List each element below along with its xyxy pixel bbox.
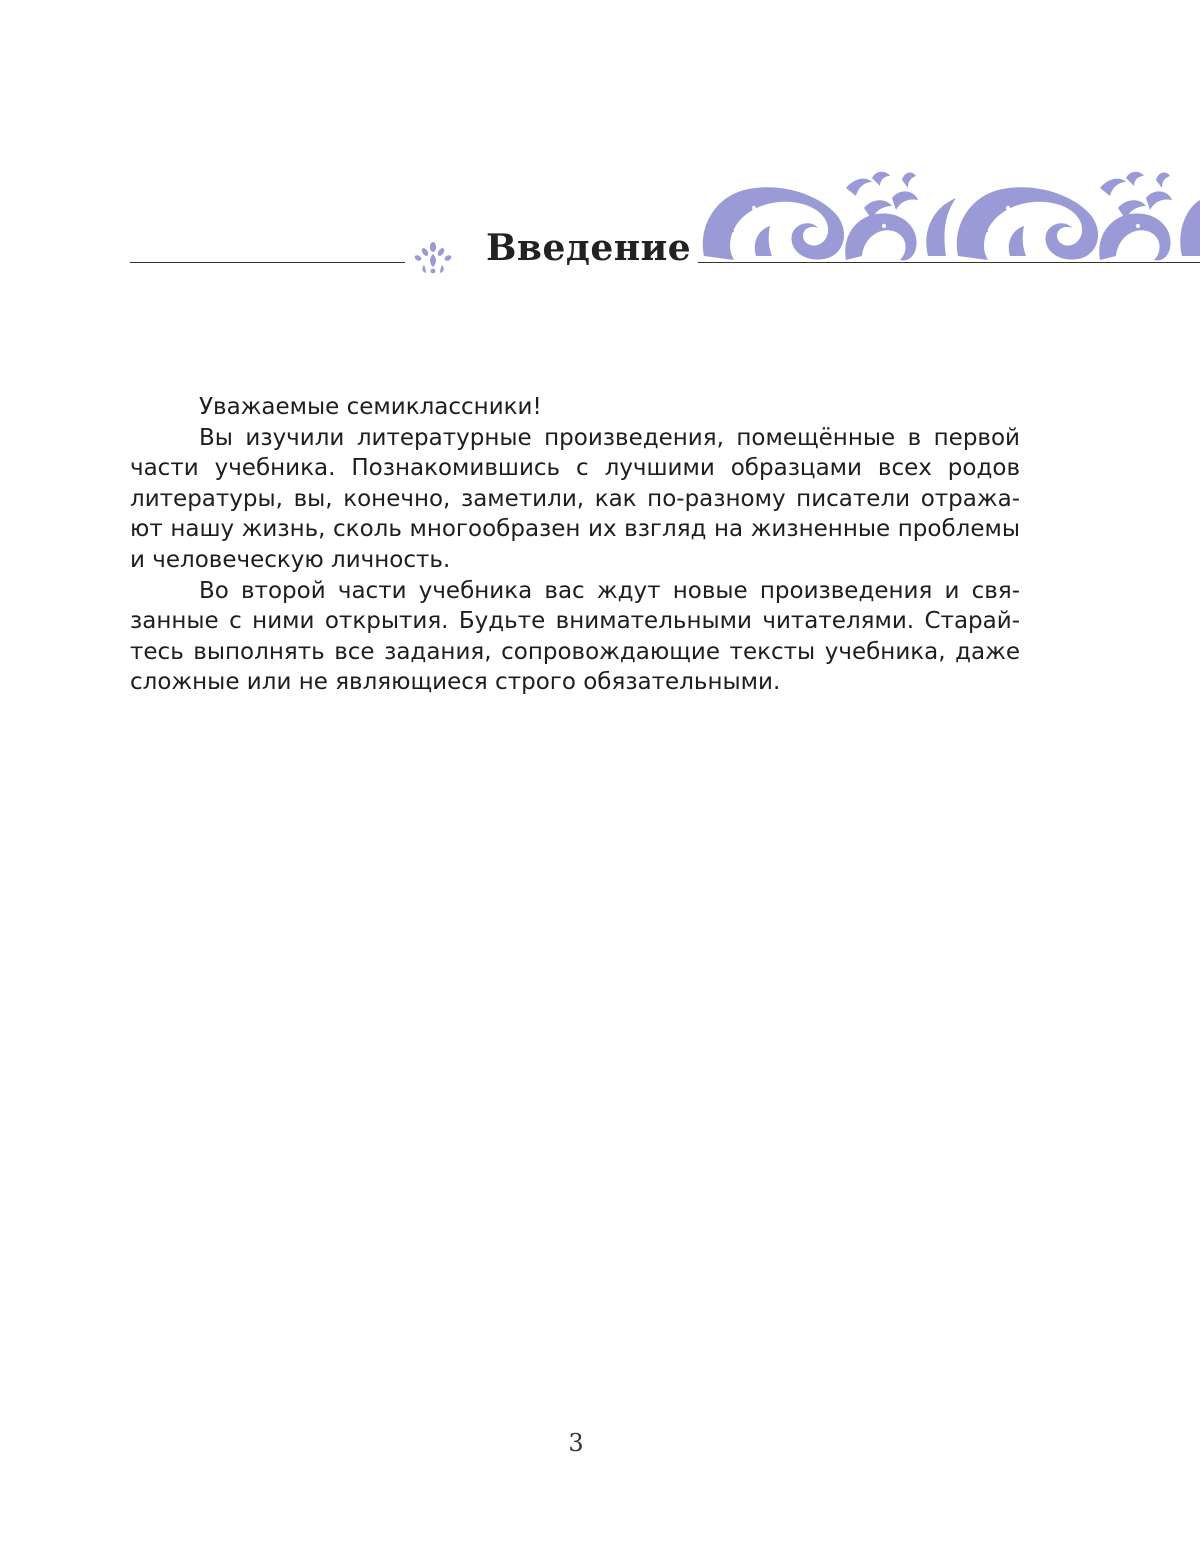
floral-sprig-icon [412,240,454,278]
page-title: Введение [486,227,692,269]
header-rule-right [698,262,1200,263]
greeting-paragraph: Уважаемые семиклассники! [199,394,542,420]
body-paragraph: Вы изучили литературные произведения, помещённые в первой части учебника. Познакомившись с лучшими образцами всех родов литературы, вы, конечно, заметили, как по-разному писатели отражают нашу жизнь, сколь многообразен их взгляд на жизненные проблемы и человеческую личность. [130,424,1020,573]
floral-border-ornament [696,168,1200,264]
intro-text [130,392,1020,698]
body-paragraph: Во второй части учебника вас ждут новые произведения и связанные с ними открытия. Будьте внимательными читателями. Старайтесь выполнять все задания, сопровождающие тексты учебника, даже сложные или не являющиеся строго обязательными. [130,577,1020,696]
header-rule-left [130,262,405,263]
page-number: 3 [568,1429,584,1457]
chapter-header [0,0,1200,300]
